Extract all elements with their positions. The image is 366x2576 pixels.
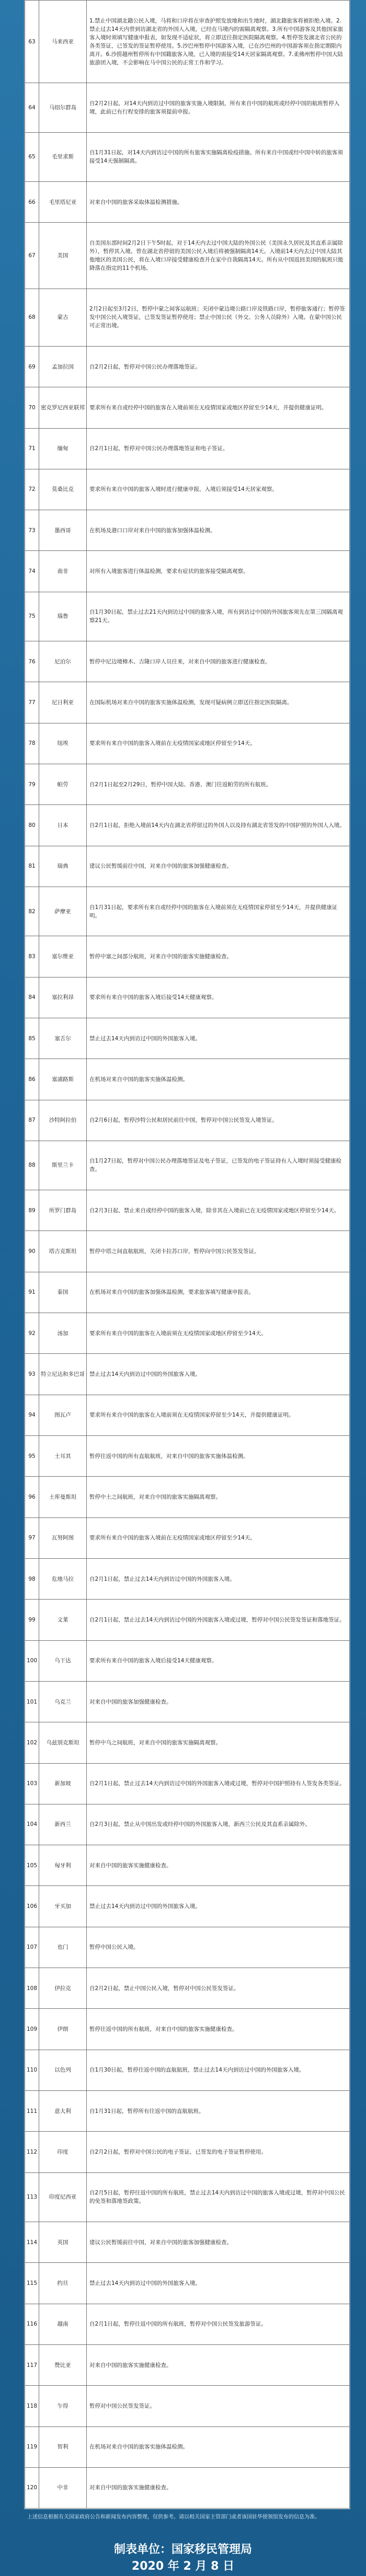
country-cell: 塔吉克斯坦	[39, 1231, 87, 1272]
measure-cell: 暂停对中国公民签发签证。	[87, 2386, 350, 2426]
row-number-cell: 89	[25, 1190, 39, 1231]
measure-cell: 对来自中国的旅客采取体温检测措施。	[87, 181, 350, 222]
row-number-cell: 106	[25, 1886, 39, 1927]
measure-cell: 自2月2日起，暂停对中国公民的电子签证，已签发的电子签证暂停使用。	[87, 2132, 350, 2172]
row-number-cell: 70	[25, 387, 39, 428]
country-cell: 马来西亚	[39, 1, 87, 83]
row-number-cell: 64	[25, 83, 39, 132]
measure-cell: 禁止过去14天内到访过中国的外国旅客入境。	[87, 1018, 350, 1059]
measure-cell: 要求所有来自或经停中国的旅客在入境前须在无疫情国家或地区停留至少14天，并提供健康证明。	[87, 387, 350, 428]
table-row	[25, 1927, 350, 1968]
measure-cell: 在国际机场对来自中国的旅客实施体温检测，发现可疑病例立即送往指定医院隔离。	[87, 682, 350, 723]
table-row	[25, 2263, 350, 2304]
table-row	[25, 936, 350, 977]
table-row	[25, 1763, 350, 1804]
measure-cell: 自1月31日起，要求所有来自或经停中国的旅客在入境前须在无疫情国家停留至少14天，并提供健康证明。	[87, 887, 350, 936]
measure-cell: 要求所有来自中国的旅客入境前在无疫情国家或地区停留至少14天。	[87, 723, 350, 764]
country-cell: 特立尼达和多巴哥	[39, 1354, 87, 1395]
row-number-cell: 103	[25, 1763, 39, 1804]
measure-cell: 自2月3日起，禁止来自或经停中国的旅客入境，除非其在入境前已在无疫情国家或地区停留至少14天。	[87, 1190, 350, 1231]
measure-cell: 自1月31日起，对14天内到访过中国的所有旅客实施隔离检疫措施。所有来自中国或经中国中转的旅客须接受14天强制隔离。	[87, 132, 350, 181]
measure-cell: 对所有入境旅客进行体温检测，要求有症状的旅客接受隔离观察。	[87, 551, 350, 592]
country-cell: 伊拉克	[39, 1968, 87, 2009]
table-row	[25, 1231, 350, 1272]
row-number-cell: 96	[25, 1477, 39, 1517]
measure-cell: 2月2日起至3月2日，暂停中蒙之间客运航班；关闭中蒙边境公路口岸及铁路口岸，暂停旅客通行；暂停签发中国公民入境签证，已签发签证暂停使用；禁止中国公民（外交、公务人员除外）入境。在蒙中国公民可正常出境。	[87, 289, 350, 346]
measure-cell: 自1月31日起，暂停所有往返中国的直航航班。	[87, 2091, 350, 2132]
measure-cell: 对来自中国的旅客实施健康检查。	[87, 2467, 350, 2508]
country-cell: 意大利	[39, 2091, 87, 2132]
row-number-cell: 72	[25, 469, 39, 510]
measure-cell: 建议公民暂缓前往中国，对来自中国的旅客加强健康检查。	[87, 2222, 350, 2262]
table-row	[25, 387, 350, 428]
measure-cell: 暂停往返中国的所有航班，对来自中国的旅客实施健康检查。	[87, 2009, 350, 2050]
measure-cell: 暂停往返中国的所有直航航班，对来自中国的旅客实施体温检测。	[87, 1436, 350, 1477]
country-cell: 越南	[39, 2304, 87, 2344]
measure-cell: 在机场及港口口岸对来自中国的旅客加强体温检测。	[87, 510, 350, 551]
table-row	[25, 2467, 350, 2508]
measure-cell: 要求所有来自中国的旅客入境时进行健康申报，入境后须接受14天居家观察。	[87, 469, 350, 510]
measure-cell: 要求所有来自中国的旅客入境后接受14天健康观察。	[87, 1640, 350, 1681]
measures-table-body	[25, 1, 350, 2509]
table-row	[25, 592, 350, 641]
measure-cell: 自2月5日起，暂停往返中国的所有航班，禁止过去14天内到访过中国的旅客入境或过境，暂停对中国公民的免签和落地签政策。	[87, 2172, 350, 2222]
row-number-cell: 84	[25, 977, 39, 1018]
row-number-cell: 110	[25, 2050, 39, 2090]
country-cell: 乍得	[39, 2386, 87, 2426]
measure-cell: 自美国东部时间2月2日下午5时起，对于14天内去过中国大陆的外国公民（美国永久居民及其直系亲属除外），暂停其入境。曾在湖北省停留的美国公民入境后将被强制隔离14天。入境前14天内去过中国大陆其他地区的美国公民，将在入境口岸接受健康检查并在家中自我隔离14天。所有从中国返回美国的航班只能降落在指定的11个机场。	[87, 223, 350, 289]
country-cell: 以色列	[39, 2050, 87, 2090]
country-cell: 纽埃	[39, 723, 87, 764]
measure-cell: 自2月1日起，暂停对中国公民办理落地签证和电子签证。	[87, 428, 350, 469]
country-cell: 沙特阿拉伯	[39, 1100, 87, 1141]
row-number-cell: 104	[25, 1804, 39, 1845]
row-number-cell: 98	[25, 1558, 39, 1599]
country-cell: 也门	[39, 1927, 87, 1968]
measure-cell: 自2月2日起，禁止中国公民入境，暂停对中国公民签发签证。	[87, 1968, 350, 2009]
table-row	[25, 846, 350, 887]
measure-cell: 禁止过去14天内到访过中国的外国旅客入境。	[87, 1354, 350, 1395]
measure-cell: 对来自中国的旅客实施健康检查。	[87, 1845, 350, 1886]
row-number-cell: 79	[25, 764, 39, 805]
row-number-cell: 93	[25, 1354, 39, 1395]
footer	[0, 2512, 366, 2576]
row-number-cell: 85	[25, 1018, 39, 1059]
measure-cell: 自1月27日起，暂停对中国公民办理落地签证及电子签证，已签发的电子签证持有人入境时须接受健康检查。	[87, 1141, 350, 1190]
table-row	[25, 2222, 350, 2262]
table-row	[25, 1845, 350, 1886]
country-cell: 瓦努阿图	[39, 1517, 87, 1558]
measure-cell: 自1月30日起，禁止过去21天内到访过中国的旅客入境，所有到访过中国的外国旅客须先在第三国隔离观察21天。	[87, 592, 350, 641]
country-cell: 乌兹别克斯坦	[39, 1722, 87, 1763]
row-number-cell: 120	[25, 2467, 39, 2508]
table-row	[25, 1059, 350, 1100]
country-cell: 尼泊尔	[39, 641, 87, 682]
measure-cell: 暂停中塔之间直航航班，关闭卡拉苏口岸，暂停向中国公民签发签证。	[87, 1231, 350, 1272]
country-cell: 新西兰	[39, 1804, 87, 1845]
table-row	[25, 641, 350, 682]
row-number-cell: 113	[25, 2172, 39, 2222]
country-cell: 日本	[39, 805, 87, 846]
table-row	[25, 223, 350, 289]
measure-cell: 对来自中国的旅客实施健康检查。	[87, 2344, 350, 2385]
table-row	[25, 1886, 350, 1927]
measure-cell: 自2月1日起，拒绝入境前14天内在湖北省停留过的外国人以及持有湖北省签发的中国护照的外国人入境。	[87, 805, 350, 846]
country-cell: 汤加	[39, 1313, 87, 1354]
measure-cell: 在机场对来自中国的旅客加强体温检测，要求旅客填写健康申报表。	[87, 1272, 350, 1313]
country-cell: 英国	[39, 2222, 87, 2262]
row-number-cell: 117	[25, 2344, 39, 2385]
country-cell: 毛里求斯	[39, 132, 87, 181]
row-number-cell: 68	[25, 289, 39, 346]
measure-cell: 建议公民暂缓前往中国，对来自中国的旅客加强健康检查。	[87, 846, 350, 887]
measure-cell: 暂停中乌之间航班，对来自中国的旅客实施隔离观察。	[87, 1722, 350, 1763]
row-number-cell: 91	[25, 1272, 39, 1313]
table-row	[25, 2091, 350, 2132]
measure-cell: 要求所有来自中国的旅客在入境前须在无疫情国家或地区停留至少14天。	[87, 1313, 350, 1354]
table-row	[25, 469, 350, 510]
table-row	[25, 2426, 350, 2467]
row-number-cell: 76	[25, 641, 39, 682]
row-number-cell: 78	[25, 723, 39, 764]
measure-cell: 自2月1日起，暂停往返中国的所有航班，暂停对中国公民签发旅游签证。	[87, 2304, 350, 2344]
table-row	[25, 1517, 350, 1558]
country-cell: 泰国	[39, 1272, 87, 1313]
table-row	[25, 346, 350, 387]
country-cell: 萨摩亚	[39, 887, 87, 936]
measure-cell: 在机场对来自中国的旅客实施体温检测。	[87, 1059, 350, 1100]
row-number-cell: 118	[25, 2386, 39, 2426]
measure-cell: 自2月3日起，禁止从中国出发或经停中国的外国旅客入境，新西兰公民及其直系亲属除外。	[87, 1804, 350, 1845]
row-number-cell: 116	[25, 2304, 39, 2344]
measure-cell: 1.禁止中国湖北籍公民入境，马将和口岸将在审查护照发放地和出生地时，湖北籍旅客将被拒绝入境。2.禁止过去14天内曾到访湖北省的外国人入境，已经在马境内的需隔离观察。3.所有中国游客及其他国家旅客入境时须填写健康申报表，如发现不适症状，将立即送往指定医院隔离观察。4.暂停签发湖北省公民的各类签证，已签发的签证暂停使用。5.沙巴州暂停中国游客入境，已在沙巴州的中国游客须在指定期限内离开。6.沙捞越州暂停所有中国籍旅客入境，已入境的需接受14天居家隔离观察。7.柔佛州暂停中国大陆旅游团入境，不会影响在马中国公民的正常工作和学习。	[87, 1, 350, 83]
row-number-cell: 88	[25, 1141, 39, 1190]
measure-cell: 禁止过去14天内到访过中国的外国旅客入境。	[87, 2263, 350, 2304]
country-cell: 危地马拉	[39, 1558, 87, 1599]
table-row	[25, 510, 350, 551]
row-number-cell: 114	[25, 2222, 39, 2262]
measure-cell: 暂停中塞之间部分航班，对来自中国的旅客实施健康检查。	[87, 936, 350, 977]
footer-note: 上述信息根据有关国家政府公告和新闻发布内容整理，仅供参考。请以相关国家主管部门或者该国驻华使领馆发布的信息为准。	[27, 2514, 320, 2520]
row-number-cell: 87	[25, 1100, 39, 1141]
country-cell: 牙买加	[39, 1886, 87, 1927]
country-cell: 南非	[39, 551, 87, 592]
measure-cell: 要求所有来自中国的旅客入境后接受14天健康观察。	[87, 977, 350, 1018]
row-number-cell: 119	[25, 2426, 39, 2467]
country-cell: 孟加拉国	[39, 346, 87, 387]
country-cell: 土耳其	[39, 1436, 87, 1477]
table-row	[25, 2304, 350, 2344]
table-row	[25, 1, 350, 83]
country-cell: 土库曼斯坦	[39, 1477, 87, 1517]
row-number-cell: 94	[25, 1395, 39, 1435]
measure-cell: 自1月30日起，暂停往返中国的直航航班，禁止过去14天内到访过中国的外国旅客入境。	[87, 2050, 350, 2090]
row-number-cell: 105	[25, 1845, 39, 1886]
table-row	[25, 723, 350, 764]
country-cell: 中非	[39, 2467, 87, 2508]
row-number-cell: 67	[25, 223, 39, 289]
country-cell: 墨西哥	[39, 510, 87, 551]
country-cell: 帕劳	[39, 764, 87, 805]
row-number-cell: 86	[25, 1059, 39, 1100]
measure-cell: 在机场对来自中国的旅客实施体温检测。	[87, 2426, 350, 2467]
row-number-cell: 95	[25, 1436, 39, 1477]
table-row	[25, 428, 350, 469]
table-row	[25, 83, 350, 132]
table-row	[25, 682, 350, 723]
table-row	[25, 1395, 350, 1435]
row-number-cell: 77	[25, 682, 39, 723]
country-cell: 塞舌尔	[39, 1018, 87, 1059]
table-row	[25, 1018, 350, 1059]
measure-cell: 自2月6日起，暂停沙特公民和居民前往中国，暂停对中国公民签发入境签证。	[87, 1100, 350, 1141]
country-cell: 匈牙利	[39, 1845, 87, 1886]
table-row	[25, 289, 350, 346]
row-number-cell: 101	[25, 1681, 39, 1722]
measure-cell: 自2月1日起，禁止过去14天内到访过中国的外国旅客入境或过境，暂停对中国护照持有人签发各类签证。	[87, 1763, 350, 1804]
country-cell: 文莱	[39, 1600, 87, 1640]
table-row	[25, 764, 350, 805]
table-row	[25, 2009, 350, 2050]
table-row	[25, 1436, 350, 1477]
row-number-cell: 111	[25, 2091, 39, 2132]
table-row	[25, 2344, 350, 2385]
measure-cell: 自2月1日起至2月29日，暂停中国大陆、香港、澳门往返帕劳的所有航班。	[87, 764, 350, 805]
country-cell: 尼日利亚	[39, 682, 87, 723]
table-row	[25, 1100, 350, 1141]
table-row	[25, 1477, 350, 1517]
country-cell: 塞拉利昂	[39, 977, 87, 1018]
table-row	[25, 805, 350, 846]
measure-cell: 暂停中国公民入境。	[87, 1927, 350, 1968]
row-number-cell: 75	[25, 592, 39, 641]
table-row	[25, 1313, 350, 1354]
measure-cell: 暂停中尼边境樟木、吉隆口岸人员往来，对来自中国的旅客进行健康检查。	[87, 641, 350, 682]
issue-date: 2020 年 2 月 8 日	[131, 2560, 235, 2573]
row-number-cell: 97	[25, 1517, 39, 1558]
country-cell: 赞比亚	[39, 2344, 87, 2385]
table-row	[25, 1558, 350, 1599]
measure-cell: 自2月2日起，暂停对中国公民办理落地签证。	[87, 346, 350, 387]
table-row	[25, 977, 350, 1018]
row-number-cell: 112	[25, 2132, 39, 2172]
table-row	[25, 887, 350, 936]
table-row	[25, 1722, 350, 1763]
table-row	[25, 1804, 350, 1845]
measure-cell: 禁止过去14天内到访过中国的外国旅客入境。	[87, 1886, 350, 1927]
table-row	[25, 2050, 350, 2090]
row-number-cell: 73	[25, 510, 39, 551]
row-number-cell: 74	[25, 551, 39, 592]
table-row	[25, 181, 350, 222]
row-number-cell: 71	[25, 428, 39, 469]
table-row	[25, 551, 350, 592]
table-row	[25, 2172, 350, 2222]
country-cell: 斯里兰卡	[39, 1141, 87, 1190]
country-cell: 蒙古	[39, 289, 87, 346]
row-number-cell: 115	[25, 2263, 39, 2304]
country-cell: 智利	[39, 2426, 87, 2467]
country-cell: 约旦	[39, 2263, 87, 2304]
issuer-line: 制表单位：国家移民管理局	[113, 2543, 252, 2556]
row-number-cell: 69	[25, 346, 39, 387]
row-number-cell: 90	[25, 1231, 39, 1272]
row-number-cell: 66	[25, 181, 39, 222]
table-row	[25, 2386, 350, 2426]
measure-cell: 对来自中国的旅客加强健康检查。	[87, 1681, 350, 1722]
country-cell: 瑙鲁	[39, 592, 87, 641]
row-number-cell: 83	[25, 936, 39, 977]
country-cell: 印度	[39, 2132, 87, 2172]
table-row	[25, 132, 350, 181]
measure-cell: 自2月1日起，禁止过去14天内到访过中国的外国旅客入境或过境，暂停对中国公民签发签证和落地签证。	[87, 1600, 350, 1640]
table-row	[25, 1681, 350, 1722]
measures-table	[25, 0, 350, 2509]
country-cell: 印度尼西亚	[39, 2172, 87, 2222]
country-cell: 伊朗	[39, 2009, 87, 2050]
country-cell: 乌克兰	[39, 1681, 87, 1722]
measure-cell: 要求所有来自中国的旅客在入境前须在无疫情国家停留至少14天，并提供健康证明。	[87, 1395, 350, 1435]
row-number-cell: 99	[25, 1600, 39, 1640]
table-row	[25, 1354, 350, 1395]
country-cell: 马绍尔群岛	[39, 83, 87, 132]
table-row	[25, 1968, 350, 2009]
table-row	[25, 1190, 350, 1231]
row-number-cell: 107	[25, 1927, 39, 1968]
table-row	[25, 1600, 350, 1640]
country-cell: 瑞典	[39, 846, 87, 887]
row-number-cell: 92	[25, 1313, 39, 1354]
table-row	[25, 1640, 350, 1681]
country-cell: 塞尔维亚	[39, 936, 87, 977]
row-number-cell: 102	[25, 1722, 39, 1763]
row-number-cell: 100	[25, 1640, 39, 1681]
row-number-cell: 63	[25, 1, 39, 83]
country-cell: 所罗门群岛	[39, 1190, 87, 1231]
row-number-cell: 109	[25, 2009, 39, 2050]
country-cell: 乌干达	[39, 1640, 87, 1681]
measure-cell: 自2月1日起，禁止过去14天内到访过中国的外国旅客入境。	[87, 1558, 350, 1599]
row-number-cell: 80	[25, 805, 39, 846]
table-row	[25, 1141, 350, 1190]
country-cell: 新加坡	[39, 1763, 87, 1804]
row-number-cell: 108	[25, 1968, 39, 2009]
table-row	[25, 2132, 350, 2172]
country-cell: 密克罗尼西亚联邦	[39, 387, 87, 428]
measures-table-sheet	[24, 0, 350, 2509]
country-cell: 毛里塔尼亚	[39, 181, 87, 222]
row-number-cell: 81	[25, 846, 39, 887]
row-number-cell: 82	[25, 887, 39, 936]
country-cell: 缅甸	[39, 428, 87, 469]
measure-cell: 暂停中土之间航班，对来自中国的旅客实施隔离观察。	[87, 1477, 350, 1517]
row-number-cell: 65	[25, 132, 39, 181]
table-row	[25, 1272, 350, 1313]
country-cell: 塞浦路斯	[39, 1059, 87, 1100]
measure-cell: 要求所有来自中国的旅客入境前在无疫情国家或地区停留至少14天。	[87, 1517, 350, 1558]
country-cell: 美国	[39, 223, 87, 289]
measure-cell: 自2月2日起，对14天内到访过中国的旅客实施入境限制，所有来自中国的航班或经停中国的航班暂停入境，此前已有行程安排的旅客须提前申报。	[87, 83, 350, 132]
country-cell: 莫桑比克	[39, 469, 87, 510]
country-cell: 图瓦卢	[39, 1395, 87, 1435]
